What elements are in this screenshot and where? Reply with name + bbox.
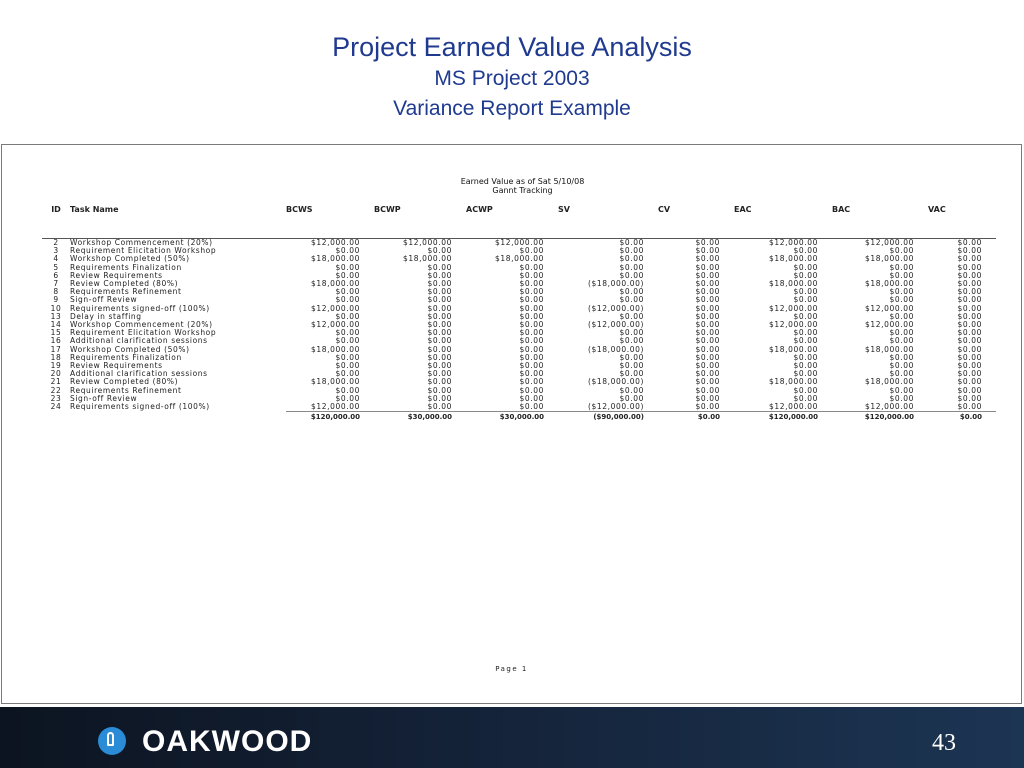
cell-bcws: $12,000.00	[311, 238, 360, 247]
cell-bac: $12,000.00	[865, 304, 914, 313]
column-header-bac: BAC	[832, 205, 851, 214]
cell-sv: $0.00	[619, 370, 644, 379]
table-row	[42, 337, 996, 345]
cell-cv: $0.00	[695, 370, 720, 379]
cell-eac: $18,000.00	[769, 280, 818, 289]
cell-vac: $0.00	[957, 255, 982, 264]
cell-bcwp: $0.00	[427, 353, 452, 362]
cell-sv: ($18,000.00)	[588, 345, 644, 354]
cell-acwp: $0.00	[519, 370, 544, 379]
cell-vac: $0.00	[957, 362, 982, 371]
cell-vac: $0.00	[957, 394, 982, 403]
cell-cv: $0.00	[695, 329, 720, 338]
cell-bac: $0.00	[889, 362, 914, 371]
cell-task-name: Requirements Refinement	[70, 386, 182, 395]
cell-task-name: Requirements Finalization	[70, 263, 182, 272]
total-bac: $120,000.00	[832, 412, 928, 423]
report-image-frame	[1, 144, 1022, 704]
column-header-sv: SV	[558, 205, 570, 214]
table-row	[42, 272, 996, 280]
cell-task-name: Requirements signed-off (100%)	[70, 304, 210, 313]
cell-bac: $0.00	[889, 271, 914, 280]
cell-eac: $0.00	[793, 271, 818, 280]
cell-bac: $0.00	[889, 394, 914, 403]
cell-cv: $0.00	[695, 362, 720, 371]
table-body	[42, 239, 996, 412]
cell-acwp: $0.00	[519, 296, 544, 305]
cell-cv: $0.00	[695, 394, 720, 403]
table-row	[42, 296, 996, 304]
cell-id: 15	[50, 329, 62, 338]
total-eac: $120,000.00	[734, 412, 832, 423]
cell-bcwp: $0.00	[427, 263, 452, 272]
cell-acwp: $0.00	[519, 280, 544, 289]
slide-title-block	[0, 30, 1024, 124]
cell-bcwp: $0.00	[427, 370, 452, 379]
cell-bcws: $12,000.00	[311, 321, 360, 330]
cell-eac: $18,000.00	[769, 378, 818, 387]
slide-subtitle-report: Variance Report Example	[393, 97, 631, 120]
total-acwp: $30,000.00	[466, 412, 558, 423]
earned-value-table	[42, 205, 996, 422]
cell-bac: $18,000.00	[865, 378, 914, 387]
cell-bcwp: $0.00	[427, 288, 452, 297]
cell-bac: $12,000.00	[865, 238, 914, 247]
column-header-cv: CV	[658, 205, 671, 214]
cell-bcws: $0.00	[335, 394, 360, 403]
cell-bcws: $0.00	[335, 271, 360, 280]
cell-id: 14	[50, 321, 62, 330]
cell-task-name: Requirements Finalization	[70, 353, 182, 362]
cell-bcws: $18,000.00	[311, 280, 360, 289]
cell-acwp: $0.00	[519, 321, 544, 330]
cell-bcwp: $0.00	[427, 271, 452, 280]
cell-bac: $0.00	[889, 247, 914, 256]
cell-task-name: Requirements Refinement	[70, 288, 182, 297]
cell-eac: $0.00	[793, 370, 818, 379]
cell-sv: $0.00	[619, 247, 644, 256]
cell-bac: $0.00	[889, 337, 914, 346]
cell-id: 22	[50, 386, 62, 395]
cell-eac: $0.00	[793, 312, 818, 321]
total-bcws: $120,000.00	[286, 412, 374, 423]
cell-task-name: Workshop Commencement (20%)	[70, 321, 213, 330]
cell-task-name: Sign-off Review	[70, 394, 138, 403]
cell-cv: $0.00	[695, 271, 720, 280]
cell-bcwp: $0.00	[427, 403, 452, 412]
cell-id: 23	[50, 394, 62, 403]
cell-eac: $18,000.00	[769, 255, 818, 264]
cell-bcws: $0.00	[335, 296, 360, 305]
cell-id: 18	[50, 353, 62, 362]
totals-row	[42, 412, 996, 423]
cell-bcwp: $0.00	[427, 304, 452, 313]
cell-vac: $0.00	[957, 378, 982, 387]
cell-bac: $18,000.00	[865, 255, 914, 264]
cell-cv: $0.00	[695, 321, 720, 330]
cell-bac: $0.00	[889, 370, 914, 379]
cell-sv: $0.00	[619, 386, 644, 395]
cell-id: 17	[50, 345, 62, 354]
cell-vac: $0.00	[957, 329, 982, 338]
cell-cv: $0.00	[695, 255, 720, 264]
table-row	[42, 346, 996, 354]
cell-bcwp: $0.00	[427, 312, 452, 321]
slide-title: Project Earned Value Analysis	[332, 32, 692, 62]
table-row	[42, 378, 996, 386]
column-header-acwp: ACWP	[466, 205, 493, 214]
cell-sv: $0.00	[619, 362, 644, 371]
cell-bcws: $0.00	[335, 353, 360, 362]
cell-acwp: $0.00	[519, 304, 544, 313]
cell-id: 8	[53, 288, 59, 297]
cell-eac: $0.00	[793, 247, 818, 256]
cell-task-name: Review Completed (80%)	[70, 280, 179, 289]
cell-acwp: $0.00	[519, 403, 544, 412]
cell-task-name: Requirements signed-off (100%)	[70, 403, 210, 412]
cell-sv: ($12,000.00)	[588, 304, 644, 313]
cell-vac: $0.00	[957, 337, 982, 346]
cell-bcws: $0.00	[335, 370, 360, 379]
cell-bac: $0.00	[889, 312, 914, 321]
cell-bac: $18,000.00	[865, 345, 914, 354]
cell-eac: $0.00	[793, 288, 818, 297]
column-header-bcws: BCWS	[286, 205, 313, 214]
cell-task-name: Sign-off Review	[70, 296, 138, 305]
cell-id: 13	[50, 312, 62, 321]
cell-sv: ($12,000.00)	[588, 321, 644, 330]
cell-sv: $0.00	[619, 394, 644, 403]
cell-bcws: $0.00	[335, 263, 360, 272]
cell-bcws: $0.00	[335, 329, 360, 338]
cell-id: 16	[50, 337, 62, 346]
table-row	[42, 288, 996, 296]
cell-id: 6	[53, 271, 59, 280]
cell-id: 2	[53, 238, 59, 247]
report-header-subtitle: Gannt Tracking	[492, 186, 553, 195]
footer-bar	[0, 707, 1024, 768]
cell-bcwp: $12,000.00	[403, 238, 452, 247]
cell-acwp: $0.00	[519, 247, 544, 256]
cell-task-name: Review Requirements	[70, 271, 163, 280]
cell-id: 19	[50, 362, 62, 371]
table-row	[42, 403, 996, 412]
cell-id: 21	[50, 378, 62, 387]
total-bcwp: $30,000.00	[374, 412, 466, 423]
cell-bcwp: $0.00	[427, 329, 452, 338]
cell-bcwp: $0.00	[427, 247, 452, 256]
table-row	[42, 280, 996, 288]
slide-page-number: 43	[932, 730, 956, 756]
cell-task-name: Workshop Completed (50%)	[70, 345, 190, 354]
cell-bac: $12,000.00	[865, 321, 914, 330]
cell-vac: $0.00	[957, 386, 982, 395]
cell-eac: $12,000.00	[769, 238, 818, 247]
cell-eac: $0.00	[793, 296, 818, 305]
cell-task-name: Requirement Elicitation Workshop	[70, 247, 217, 256]
cell-bcwp: $0.00	[427, 280, 452, 289]
cell-cv: $0.00	[695, 296, 720, 305]
cell-vac: $0.00	[957, 403, 982, 412]
table-row	[42, 305, 996, 313]
cell-id: 4	[53, 255, 59, 264]
cell-task-name: Workshop Completed (50%)	[70, 255, 190, 264]
cell-id: 5	[53, 263, 59, 272]
cell-vac: $0.00	[957, 288, 982, 297]
cell-eac: $0.00	[793, 362, 818, 371]
report-header-date: Earned Value as of Sat 5/10/08	[460, 177, 585, 186]
cell-eac: $12,000.00	[769, 304, 818, 313]
cell-sv: $0.00	[619, 312, 644, 321]
cell-cv: $0.00	[695, 280, 720, 289]
table-row	[42, 321, 996, 329]
column-header-id: ID	[51, 205, 61, 214]
cell-sv: ($18,000.00)	[588, 378, 644, 387]
cell-bcws: $12,000.00	[311, 304, 360, 313]
cell-bcwp: $0.00	[427, 296, 452, 305]
cell-id: 3	[53, 247, 59, 256]
cell-id: 7	[53, 280, 59, 289]
cell-bac: $0.00	[889, 288, 914, 297]
cell-task-name: Review Completed (80%)	[70, 378, 179, 387]
cell-cv: $0.00	[695, 403, 720, 412]
cell-task-name: Additional clarification sessions	[70, 370, 208, 379]
cell-cv: $0.00	[695, 312, 720, 321]
cell-eac: $0.00	[793, 386, 818, 395]
cell-cv: $0.00	[695, 353, 720, 362]
cell-eac: $12,000.00	[769, 403, 818, 412]
header-separator	[42, 225, 996, 239]
cell-bac: $0.00	[889, 296, 914, 305]
cell-vac: $0.00	[957, 321, 982, 330]
cell-bcws: $0.00	[335, 386, 360, 395]
column-header-vac: VAC	[928, 205, 946, 214]
column-header-task-name: Task Name	[70, 205, 119, 214]
cell-bcws: $0.00	[335, 362, 360, 371]
table-row	[42, 354, 996, 362]
cell-bcwp: $0.00	[427, 337, 452, 346]
cell-acwp: $0.00	[519, 288, 544, 297]
cell-vac: $0.00	[957, 296, 982, 305]
cell-sv: ($12,000.00)	[588, 403, 644, 412]
cell-sv: $0.00	[619, 329, 644, 338]
cell-bac: $0.00	[889, 353, 914, 362]
cell-bac: $0.00	[889, 329, 914, 338]
cell-bcws: $18,000.00	[311, 255, 360, 264]
table-row	[42, 370, 996, 378]
table-row	[42, 387, 996, 395]
cell-acwp: $0.00	[519, 337, 544, 346]
table-row	[42, 264, 996, 272]
cell-vac: $0.00	[957, 370, 982, 379]
cell-vac: $0.00	[957, 263, 982, 272]
slide-subtitle-product: MS Project 2003	[434, 67, 590, 90]
cell-sv: $0.00	[619, 296, 644, 305]
cell-bac: $0.00	[889, 263, 914, 272]
cell-acwp: $0.00	[519, 378, 544, 387]
cell-cv: $0.00	[695, 238, 720, 247]
cell-bcws: $18,000.00	[311, 345, 360, 354]
cell-sv: $0.00	[619, 288, 644, 297]
cell-eac: $0.00	[793, 263, 818, 272]
cell-task-name: Requirement Elicitation Workshop	[70, 329, 217, 338]
cell-cv: $0.00	[695, 288, 720, 297]
cell-bcws: $0.00	[335, 337, 360, 346]
cell-bcwp: $0.00	[427, 386, 452, 395]
cell-cv: $0.00	[695, 345, 720, 354]
cell-vac: $0.00	[957, 304, 982, 313]
cell-acwp: $0.00	[519, 386, 544, 395]
column-header-bcwp: BCWP	[374, 205, 401, 214]
cell-cv: $0.00	[695, 263, 720, 272]
cell-acwp: $0.00	[519, 263, 544, 272]
total-sv: ($90,000.00)	[558, 412, 658, 423]
table-row	[42, 247, 996, 255]
cell-sv: ($18,000.00)	[588, 280, 644, 289]
cell-sv: $0.00	[619, 271, 644, 280]
cell-eac: $0.00	[793, 353, 818, 362]
cell-sv: $0.00	[619, 353, 644, 362]
cell-bcwp: $0.00	[427, 378, 452, 387]
cell-bac: $0.00	[889, 386, 914, 395]
cell-sv: $0.00	[619, 263, 644, 272]
cell-bcws: $0.00	[335, 312, 360, 321]
cell-bac: $18,000.00	[865, 280, 914, 289]
cell-task-name: Delay in staffing	[70, 312, 142, 321]
table-row	[42, 329, 996, 337]
table-row	[42, 239, 996, 248]
cell-id: 24	[50, 403, 62, 412]
column-header-eac: EAC	[734, 205, 752, 214]
table-header-row	[42, 205, 996, 225]
cell-vac: $0.00	[957, 353, 982, 362]
cell-eac: $18,000.00	[769, 345, 818, 354]
cell-cv: $0.00	[695, 378, 720, 387]
cell-vac: $0.00	[957, 238, 982, 247]
cell-acwp: $0.00	[519, 345, 544, 354]
brand-logo-text: OAKWOOD	[142, 725, 313, 758]
cell-cv: $0.00	[695, 386, 720, 395]
cell-acwp: $0.00	[519, 394, 544, 403]
table-row	[42, 255, 996, 263]
cell-cv: $0.00	[695, 247, 720, 256]
total-cv: $0.00	[658, 412, 734, 423]
cell-acwp: $0.00	[519, 329, 544, 338]
cell-eac: $0.00	[793, 394, 818, 403]
report-page-label: Page 1	[495, 665, 528, 673]
cell-bcws: $0.00	[335, 247, 360, 256]
cell-id: 10	[50, 304, 62, 313]
cell-task-name: Workshop Commencement (20%)	[70, 238, 213, 247]
cell-acwp: $0.00	[519, 362, 544, 371]
table-row	[42, 313, 996, 321]
cell-eac: $0.00	[793, 329, 818, 338]
cell-acwp: $0.00	[519, 312, 544, 321]
cell-bcwp: $0.00	[427, 394, 452, 403]
report-header	[2, 177, 1021, 195]
table-row	[42, 395, 996, 403]
cell-sv: $0.00	[619, 337, 644, 346]
cell-bcwp: $0.00	[427, 321, 452, 330]
cell-id: 9	[53, 296, 59, 305]
cell-task-name: Additional clarification sessions	[70, 337, 208, 346]
cell-acwp: $0.00	[519, 271, 544, 280]
cell-bcwp: $18,000.00	[403, 255, 452, 264]
location-pin-icon	[98, 727, 126, 755]
cell-acwp: $12,000.00	[495, 238, 544, 247]
cell-bac: $12,000.00	[865, 403, 914, 412]
cell-sv: $0.00	[619, 238, 644, 247]
cell-bcws: $0.00	[335, 288, 360, 297]
cell-sv: $0.00	[619, 255, 644, 264]
cell-bcws: $18,000.00	[311, 378, 360, 387]
cell-vac: $0.00	[957, 271, 982, 280]
cell-vac: $0.00	[957, 312, 982, 321]
cell-bcwp: $0.00	[427, 362, 452, 371]
cell-task-name: Review Requirements	[70, 362, 163, 371]
cell-cv: $0.00	[695, 337, 720, 346]
totals-blank	[70, 412, 286, 423]
cell-eac: $12,000.00	[769, 321, 818, 330]
cell-vac: $0.00	[957, 280, 982, 289]
cell-id: 20	[50, 370, 62, 379]
cell-vac: $0.00	[957, 247, 982, 256]
cell-eac: $0.00	[793, 337, 818, 346]
cell-acwp: $18,000.00	[495, 255, 544, 264]
cell-vac: $0.00	[957, 345, 982, 354]
cell-bcwp: $0.00	[427, 345, 452, 354]
cell-acwp: $0.00	[519, 353, 544, 362]
cell-cv: $0.00	[695, 304, 720, 313]
total-vac: $0.00	[928, 412, 996, 423]
table-row	[42, 362, 996, 370]
totals-blank	[42, 412, 70, 423]
cell-bcws: $12,000.00	[311, 403, 360, 412]
